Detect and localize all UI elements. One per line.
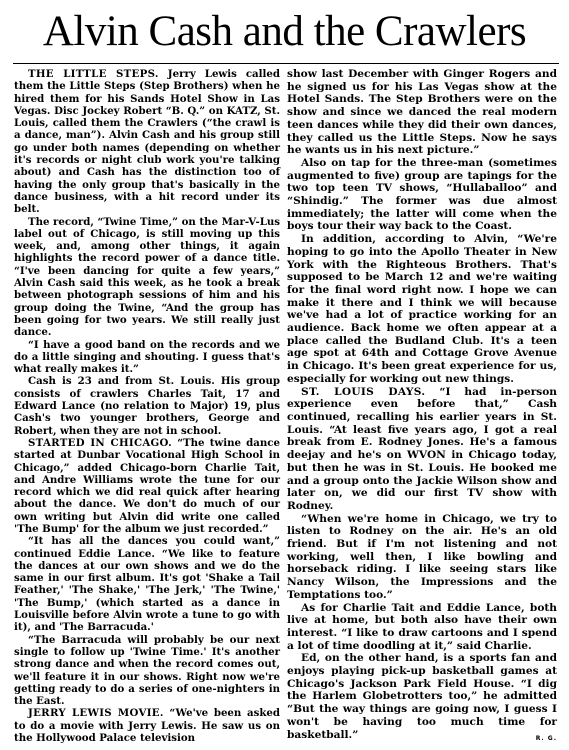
paragraph xyxy=(287,157,557,233)
paragraph xyxy=(287,513,557,602)
paragraph xyxy=(14,535,280,633)
paragraph-text: show last December with Ginger Rogers and he signed us for his Las Vegas show at the Hotel Sands. The Step Brothers were on the show and since we danced the real modern teen dances while they did their own dances, they called us the Little Steps. Now he says he wants us in his next picture.” xyxy=(287,68,557,157)
paragraph xyxy=(14,216,280,339)
paragraph xyxy=(14,68,280,216)
paragraph-text: “The twine dance started at Dunbar Vocational High School in Chicago,” added Chicago-born Charlie Tait, and Andre Williams wrote the tune for our record which we did real quick after hearing about the dance. We don't do much of our own writing but Alvin did write one called 'The Bump' for the album we just recorded.” xyxy=(14,436,280,535)
section-subhead: THE LITTLE STEPS. xyxy=(28,68,159,80)
paragraph-text: “When we're home in Chicago, we try to listen to Rodney on the air. He's an old friend. But if I'm not listening and not working, well then, I like bowling and horseback riding. I like seeing stars like Nancy Wilson, the Impressions and the Temptations too.” xyxy=(287,512,557,601)
paragraph-text: “I had in-person experience even before that,” Cash continued, recalling his earlier years in St. Louis. “At least five years ago, I got a real break from E. Rodney Jones. He's a famous deejay and he's on WVON in Chicago today, but then he was in St. Louis. He booked me and a group onto the Jackie Wilson show and later on, we did our first TV show with Rodney. xyxy=(287,385,558,512)
paragraph-text: Cash is 23 and from St. Louis. His group consists of crawlers Charles Tait, 17 and Edward Lance (no relation to Major) 19, plus Cash's two younger brothers, George and Robert, when they are not in school. xyxy=(14,375,280,437)
paragraph xyxy=(14,339,280,376)
paragraph xyxy=(287,233,557,385)
section-subhead: ST. LOUIS DAYS. xyxy=(301,385,426,398)
paragraph-text: Ed, on the other hand, is a sports fan and enjoys playing pick-up basketball games at Chicago's Jackson Park Field House. “I dig the Harlem Globetrotters too,” he admitted “But the way things are going now, I guess I won't be having too much time for basketball.” xyxy=(287,652,557,741)
paragraph xyxy=(14,707,280,744)
paragraph-text: “I have a good band on the records and we do a little singing and shouting. I guess that's what really makes it.” xyxy=(14,338,280,376)
section-subhead: JERRY LEWIS MOVIE. xyxy=(28,707,164,720)
right-column xyxy=(287,68,557,745)
paragraph-text: The record, “Twine Time,” on the Mar-V-Lus label out of Chicago, is still moving up this week, and, among other things, it again highlights the record power of a dance title. “I've been dancing for quite a few years,” Alvin Cash said this week, as he took a break between photograph sessions of him and his group doing the Twine, “And the group has been going for two years. We still really just dance. xyxy=(14,215,280,339)
paragraph xyxy=(287,602,557,653)
headline-rule xyxy=(13,63,559,64)
paragraph xyxy=(14,634,280,708)
paragraph-text: As for Charlie Tait and Eddie Lance, both live at home, but both also have their own interest. “I like to draw cartoons and I spend a lot of time doodling at it,” said Charlie. xyxy=(287,601,557,652)
headline: Alvin Cash and the Crawlers xyxy=(42,7,527,55)
left-column xyxy=(14,68,280,744)
paragraph xyxy=(14,375,280,436)
paragraph xyxy=(14,437,280,535)
section-subhead: STARTED IN CHICAGO. xyxy=(28,436,172,449)
paragraph xyxy=(287,386,557,513)
paragraph xyxy=(287,652,557,741)
paragraph-text: In addition, according to Alvin, “We're hoping to go into the Apollo Theater in New York with the Righteous Brothers. That's supposed to be March 12 and we're waiting for the final word right now. I hope we can make it there and I think we will because we've had a lot of practice working for an audience. Back home we often appear at a place called the Budland Club. It's a teen age spot at 64th and Cottage Grove Avenue in Chicago. It's been great experience for us, especially for working out new things. xyxy=(287,233,557,385)
paragraph-text: Also on tap for the three-man (sometimes augmented to five) group are tapings for the two top teen TV shows, “Hullaballoo” and “Shindig.” The former was due almost immediately; the latter will come when the boys tour their way back to the Coast. xyxy=(287,156,557,233)
paragraph-text: “The Barracuda will probably be our next single to follow up 'Twine Time.' It's another strong dance and when the record comes out, we'll feature it in our shows. Right now we're getting ready to do a series of one-nighters in the East. xyxy=(14,633,280,708)
byline: R. G. xyxy=(535,734,557,742)
paragraph-text: “We've been asked to do a movie with Jerry Lewis. He saw us on the Hollywood Palace television xyxy=(14,707,281,745)
paragraph xyxy=(287,68,557,157)
paragraph-text: “It has all the dances you could want,” continued Eddie Lance. “We like to feature the dances at our own shows and we do the same in our first album. It's got 'Shake a Tail Feather,' 'The Shake,' 'The Jerk,' 'The Twine,' 'The Bump,' (which started as a dance in Louisville before Alvin wrote a tune to go with it), and 'The Barracuda.' xyxy=(14,535,280,634)
paragraph-text: Jerry Lewis called them the Little Steps (Step Brothers) when he hired them for his Sands Hotel Show in Las Vegas. Disc Jockey Robert “B. Q.” on KATZ, St. Louis, called them the Crawlers (“the crawl is a dance, man”). Alvin Cash and his group still go under both names (depending on whether it's records or night club work you're talking about) and Cash has the distinction too of having the only group that's basically in the dance business, with a hit record under its belt. xyxy=(14,68,280,216)
